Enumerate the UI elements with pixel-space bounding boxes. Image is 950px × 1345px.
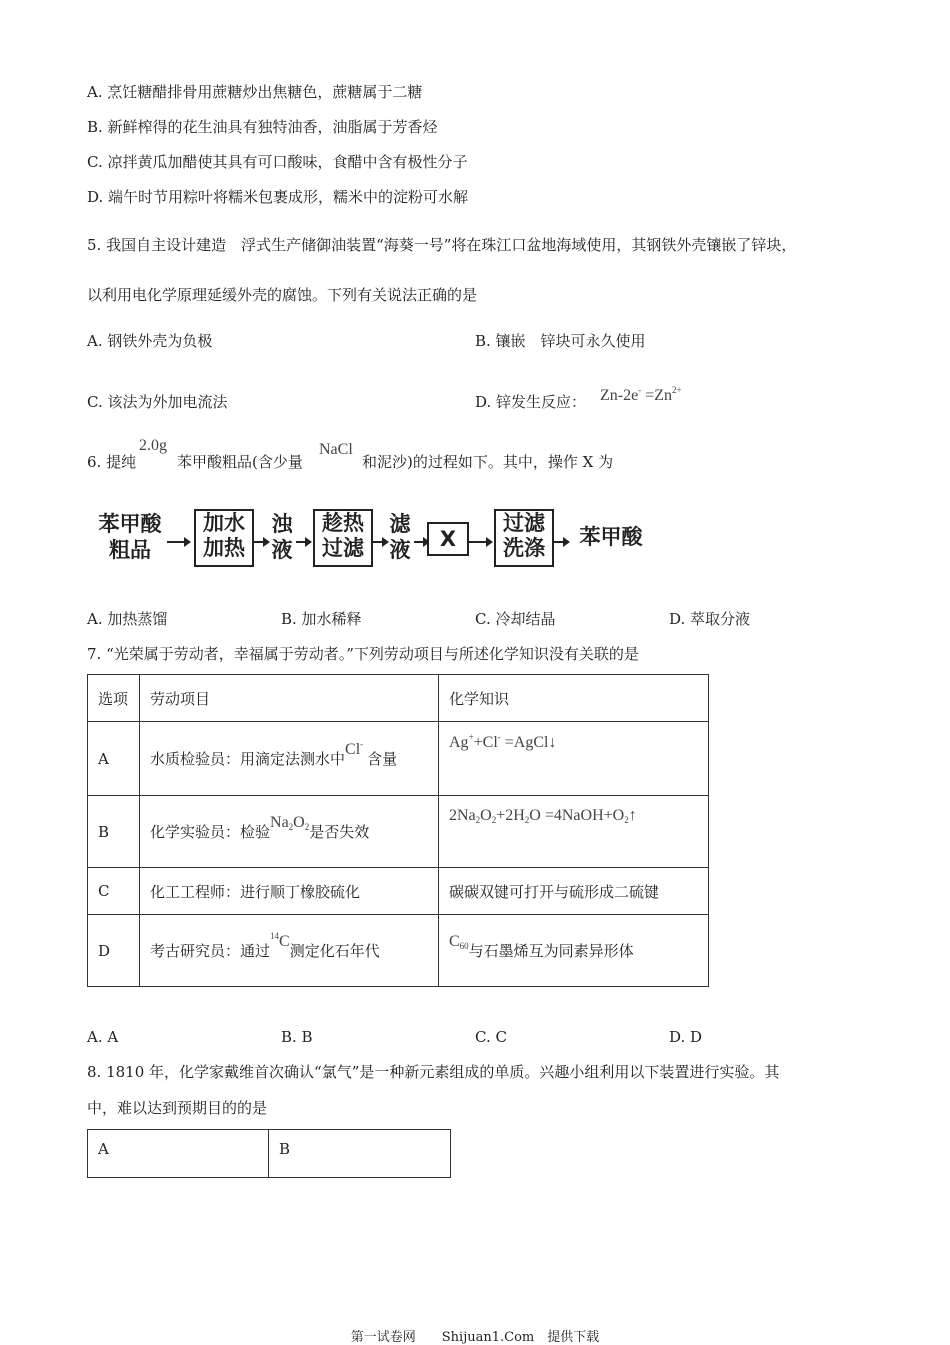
flow-arrow-3	[296, 541, 310, 543]
q4-option-a: A. 烹饪糖醋排骨用蔗糖炒出焦糖色，蔗糖属于二糖	[87, 83, 423, 101]
q6-option-b: B. 加水稀释	[281, 610, 362, 628]
q6-stem-mid: 苯甲酸粗品(含少量	[177, 453, 303, 471]
table-row	[88, 915, 709, 987]
q5-option-d-formula: $Zn-2e^- =Zn^{2+}$	[600, 385, 682, 404]
row-c-option: C	[88, 868, 140, 915]
flow-arrow-7	[554, 541, 568, 543]
q6-stem-suffix: 和泥沙)的过程如下。其中，操作 X 为	[362, 453, 614, 471]
q5-option-c: C. 该法为外加电流法	[87, 393, 228, 411]
row-a-task: 水质检验员：用滴定法测水中Cl-含量	[140, 722, 439, 796]
q8-col-b: B	[269, 1130, 451, 1178]
table-header-row	[88, 675, 709, 722]
table-row	[88, 796, 709, 868]
q5-option-d: D. 锌发生反应：	[475, 393, 587, 411]
flow-arrow-1	[167, 541, 189, 543]
q6-option-c: C. 冷却结晶	[475, 610, 556, 628]
q8-col-a: A	[88, 1130, 269, 1178]
page-footer: 第一试卷网 Shijuan1.Com 提供下载	[350, 1330, 600, 1345]
flow-arrow-2	[254, 541, 268, 543]
flow-label-filtrate: 滤 液	[389, 512, 411, 562]
q7-option-d: D. D	[669, 1028, 703, 1046]
flow-arrow-6	[469, 541, 491, 543]
table-row	[88, 722, 709, 796]
q6-option-d: D. 萃取分液	[669, 610, 751, 628]
header-task: 劳动项目	[140, 675, 439, 722]
flow-start: 苯甲酸 粗品	[98, 512, 162, 562]
flow-box-filter-wash: 过滤 洗涤	[494, 509, 554, 567]
header-knowledge: 化学知识	[439, 675, 709, 722]
q8-table	[87, 1129, 451, 1178]
q8-stem-line2: 中，难以达到预期目的的是	[87, 1099, 268, 1117]
q6-option-a: A. 加热蒸馏	[87, 610, 168, 628]
q5-stem-line1: 5. 我国自主设计建造 浮式生产储御油装置“海葵一号”将在珠江口盆地海域使用，其钢铁外壳镶嵌了锌块，	[87, 236, 797, 254]
table-row	[88, 868, 709, 915]
flow-arrow-5	[414, 541, 428, 543]
q5-option-b: B. 镶嵌 锌块可永久使用	[475, 332, 646, 350]
flow-end: 苯甲酸	[579, 525, 643, 549]
row-c-task: 化工工程师：进行顺丁橡胶硫化	[140, 868, 439, 915]
flow-box-hot-filter: 趁热 过滤	[313, 509, 373, 567]
row-a-knowledge: Ag++Cl- =AgCl↓	[439, 722, 709, 796]
row-a-option: A	[88, 722, 140, 796]
q7-option-a: A. A	[87, 1028, 119, 1046]
flow-box-x: X	[427, 522, 469, 556]
row-b-knowledge: $2Na_2O_2+2H_2O$ $=4NaOH+O_2↑$	[439, 796, 709, 868]
q7-option-c: C. C	[475, 1028, 507, 1046]
q6-flow-diagram	[95, 505, 655, 575]
q7-table	[87, 674, 709, 987]
flow-label-turbid: 浊 液	[271, 512, 293, 562]
flow-arrow-4	[373, 541, 387, 543]
q4-option-b: B. 新鲜榨得的花生油具有独特油香，油脂属于芳香烃	[87, 118, 438, 136]
q4-option-c: C. 凉拌黄瓜加醋使其具有可口酸味，食醋中含有极性分子	[87, 153, 468, 171]
q7-option-b: B. B	[281, 1028, 313, 1046]
q6-stem-prefix: 6. 提纯	[87, 453, 137, 471]
q8-stem-line1: 8. 1810 年，化学家戴维首次确认“氯气”是一种新元素组成的单质。兴趣小组利用以下装置进行实验。其	[87, 1063, 780, 1081]
table-row	[88, 1130, 451, 1178]
row-d-task: 考古研究员：通过$^{14}$C测定化石年代	[140, 915, 439, 987]
q6-salt: NaCl	[319, 441, 353, 458]
q6-mass: 2.0g	[139, 437, 167, 454]
q5-stem-line2: 以利用电化学原理延缓外壳的腐蚀。下列有关说法正确的是	[87, 286, 478, 304]
row-d-option: D	[88, 915, 140, 987]
row-d-knowledge: $C_{60}$与石墨烯互为同素异形体	[439, 915, 709, 987]
q7-stem: 7. “光荣属于劳动者，幸福属于劳动者。”下列劳动项目与所述化学知识没有关联的是	[87, 645, 639, 663]
q5-option-a: A. 钢铁外壳为负极	[87, 332, 213, 350]
row-b-option: B	[88, 796, 140, 868]
row-c-knowledge: 碳碳双键可打开与硫形成二硫键	[439, 868, 709, 915]
flow-box-add-water: 加水 加热	[194, 509, 254, 567]
row-b-task: 化学实验员：检验$Na_2O_2$是否失效	[140, 796, 439, 868]
q4-option-d: D. 端午时节用粽叶将糯米包裹成形，糯米中的淀粉可水解	[87, 188, 469, 206]
header-option: 选项	[88, 675, 140, 722]
